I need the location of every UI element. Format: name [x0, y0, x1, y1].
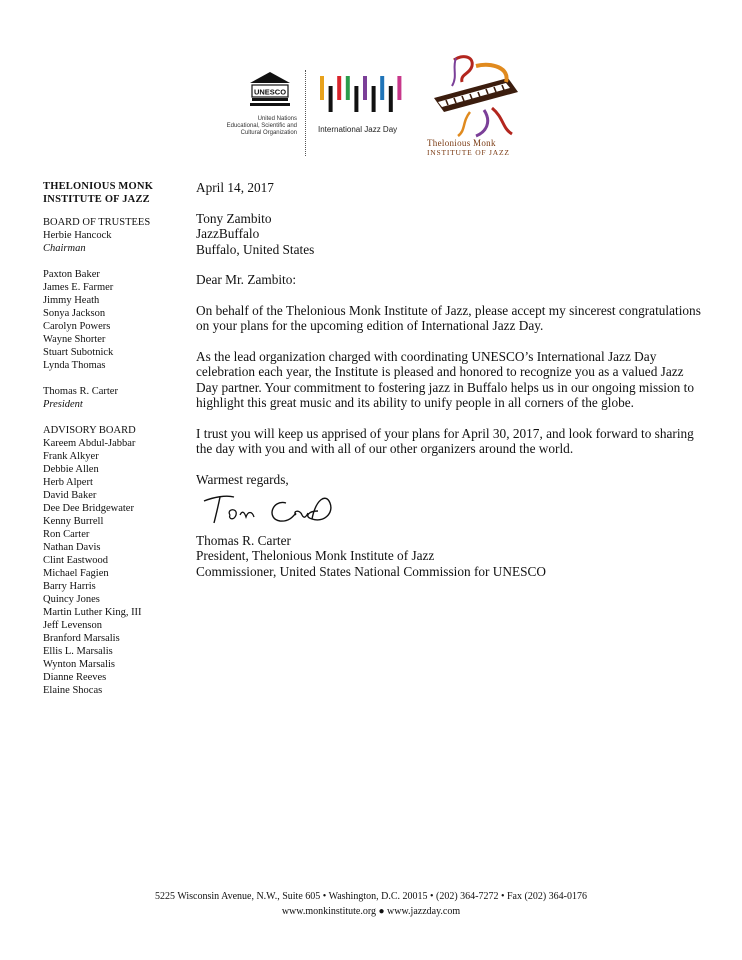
- advisory-name: Frank Alkyer: [43, 451, 99, 462]
- trustee-name: Carolyn Powers: [43, 321, 111, 332]
- letterhead-footer: [0, 889, 742, 919]
- piano-key-bar: [363, 76, 367, 100]
- trustee-name: Paxton Baker: [43, 269, 100, 280]
- advisory-name: Jeff Levenson: [43, 620, 102, 631]
- advisory-name: Barry Harris: [43, 581, 96, 592]
- advisory-name: Kareem Abdul-Jabbar: [43, 438, 136, 449]
- org-name-line1: THELONIOUS MONK: [43, 181, 154, 192]
- body-paragraph: As the lead organization charged with coordinating UNESCO’s International Jazz Day celebration each year, the Institute is pleased and honored to recognize you as a valued Jazz Day partner. Your commitment to fostering jazz in Buffalo helps us in our ongoing mission to highlight this great music and its ability to unify people in all corners of the globe.: [196, 348, 694, 410]
- piano-key-bar: [329, 86, 333, 112]
- trustee-name: Stuart Subotnick: [43, 347, 114, 358]
- advisory-name: Ellis L. Marsalis: [43, 646, 113, 657]
- trustees-heading: BOARD OF TRUSTEES: [43, 217, 151, 228]
- advisory-name: Herb Alpert: [43, 477, 93, 488]
- trustee-name: Sonya Jackson: [43, 308, 106, 319]
- piano-figure-icon: [422, 52, 542, 138]
- advisory-name: Debbie Allen: [43, 464, 99, 475]
- handwritten-signature: [200, 489, 340, 529]
- letterhead-sidebar: [43, 180, 193, 697]
- president-role: President: [43, 399, 83, 410]
- recipient-line: Buffalo, United States: [196, 241, 315, 257]
- advisory-list: [43, 437, 193, 697]
- signer-line: Thomas R. Carter: [196, 532, 291, 548]
- advisory-name: Branford Marsalis: [43, 633, 120, 644]
- piano-key-bar: [372, 86, 376, 112]
- monk-institute-logo: [422, 52, 542, 170]
- monk-caption: [427, 138, 539, 158]
- spacer: [43, 372, 193, 385]
- footer-websites: www.monkinstitute.org ● www.jazzday.com: [281, 906, 461, 917]
- trustee-name: James E. Farmer: [43, 282, 114, 293]
- trustee-list: [43, 268, 193, 372]
- piano-key-bar: [397, 76, 401, 100]
- monk-caption-line2: INSTITUTE OF JAZZ: [427, 148, 510, 157]
- signer-line: President, Thelonious Monk Institute of Jazz: [196, 548, 435, 563]
- signer-line: Commissioner, United States National Commission for UNESCO: [196, 563, 546, 579]
- org-name-line2: INSTITUTE OF JAZZ: [43, 194, 150, 205]
- unesco-caption-line: Cultural Organization: [240, 130, 297, 136]
- spacer: [43, 255, 193, 268]
- piano-key-bar: [337, 76, 341, 100]
- advisory-name: Martin Luther King, III: [43, 607, 142, 618]
- unesco-wordmark: UNESCO: [253, 87, 287, 97]
- piano-key-bar: [346, 76, 350, 100]
- letter-date: April 14, 2017: [196, 180, 274, 195]
- spacer: [43, 411, 193, 424]
- closing: Warmest regards,: [196, 471, 289, 487]
- advisory-name: David Baker: [43, 490, 97, 501]
- body-paragraph: I trust you will keep us apprised of your plans for April 30, 2017, and look forward to sharing the day with you and with all of our other organizers around the world.: [196, 425, 694, 456]
- trustee-name: Lynda Thomas: [43, 360, 106, 371]
- advisory-name: Kenny Burrell: [43, 516, 104, 527]
- ijd-caption: International Jazz Day: [318, 125, 398, 134]
- advisory-name: Nathan Davis: [43, 542, 101, 553]
- body-paragraph: On behalf of the Thelonious Monk Institute of Jazz, please accept my sincerest congratulations on your plans for the upcoming edition of International Jazz Day.: [196, 302, 701, 333]
- recipient-block: [196, 211, 708, 258]
- monk-caption-line1: Thelonious Monk: [427, 138, 496, 148]
- signer-block: [196, 533, 708, 580]
- advisory-name: Clint Eastwood: [43, 555, 109, 566]
- recipient-line: Tony Zambito: [196, 210, 272, 226]
- letter-body: [196, 180, 708, 579]
- logo-divider: [305, 70, 306, 156]
- trustee-name: Wayne Shorter: [43, 334, 106, 345]
- unesco-caption-line: Educational, Scientific and: [226, 123, 297, 129]
- president-name: Thomas R. Carter: [43, 386, 118, 397]
- piano-key-bar: [354, 86, 358, 112]
- unesco-caption-line: United Nations: [257, 116, 297, 122]
- chairman-role: Chairman: [43, 243, 86, 254]
- advisory-heading: ADVISORY BOARD: [43, 425, 136, 436]
- unesco-logo: [225, 70, 303, 160]
- advisory-name: Ron Carter: [43, 529, 90, 540]
- piano-keys-icon: [318, 74, 408, 114]
- recipient-line: JazzBuffalo: [196, 226, 260, 241]
- advisory-name: Dianne Reeves: [43, 672, 107, 683]
- chairman-name: Herbie Hancock: [43, 230, 112, 241]
- advisory-name: Quincy Jones: [43, 594, 100, 605]
- advisory-name: Wynton Marsalis: [43, 659, 115, 670]
- footer-address: 5225 Wisconsin Avenue, N.W., Suite 605 • Washington, D.C. 20015 • (202) 364-7272 • Fax (202) 364-0176: [155, 891, 587, 902]
- advisory-name: Dee Dee Bridgewater: [43, 503, 134, 514]
- advisory-name: Michael Fagien: [43, 568, 109, 579]
- piano-key-bar: [320, 76, 324, 100]
- unesco-temple-icon: [248, 70, 292, 114]
- unesco-caption: [225, 116, 297, 137]
- trustee-name: Jimmy Heath: [43, 295, 100, 306]
- advisory-name: Elaine Shocas: [43, 685, 103, 696]
- salutation: Dear Mr. Zambito:: [196, 272, 297, 287]
- international-jazz-day-logo: [318, 74, 418, 144]
- piano-key-bar: [380, 76, 384, 100]
- piano-key-bar: [389, 86, 393, 112]
